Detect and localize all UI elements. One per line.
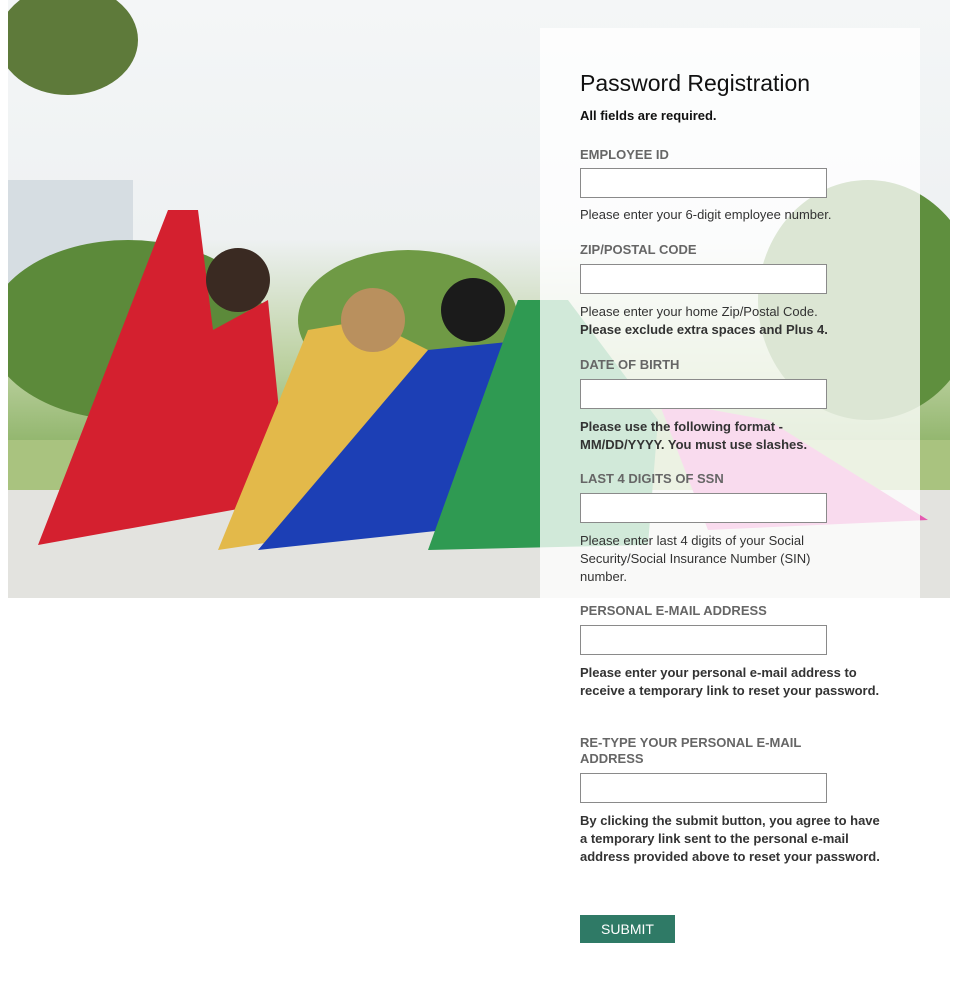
zip-help — [580, 303, 880, 339]
dob-help: Please use the following format - MM/DD/YYYY. You must use slashes. — [580, 419, 808, 452]
email-help: Please enter your personal e-mail address to receive a temporary link to reset your password. — [580, 665, 880, 698]
employee-id-input[interactable] — [580, 168, 827, 198]
help-text-bold: Please exclude extra spaces and Plus 4. — [580, 322, 828, 337]
ssn-help: Please enter last 4 digits of your Social Security/Social Insurance Number (SIN) number. — [580, 533, 811, 584]
dob-input[interactable] — [580, 379, 827, 409]
retype-email-input[interactable] — [580, 773, 827, 803]
submit-button[interactable]: SUBMIT — [580, 915, 675, 943]
zip-input[interactable] — [580, 264, 827, 294]
employee-id-help — [580, 206, 880, 224]
required-note: All fields are required. — [580, 108, 717, 123]
ssn-input[interactable] — [580, 493, 827, 523]
email-input[interactable] — [580, 625, 827, 655]
ssn-label: LAST 4 DIGITS OF SSN — [580, 471, 724, 486]
dob-label: DATE OF BIRTH — [580, 357, 680, 372]
email-label: PERSONAL E-MAIL ADDRESS — [580, 603, 767, 618]
employee-id-label: EMPLOYEE ID — [580, 147, 669, 162]
retype-email-label: RE-TYPE YOUR PERSONAL E-MAIL ADDRESS — [580, 735, 802, 766]
submit-agreement: By clicking the submit button, you agree to have a temporary link sent to the personal e-mail address provided above to reset your password. — [580, 813, 880, 864]
zip-label: ZIP/POSTAL CODE — [580, 242, 697, 257]
help-text: Please enter your 6-digit employee number. — [580, 207, 832, 222]
help-text: Please enter your home Zip/Postal Code. — [580, 304, 818, 319]
page-title: Password Registration — [580, 70, 811, 96]
